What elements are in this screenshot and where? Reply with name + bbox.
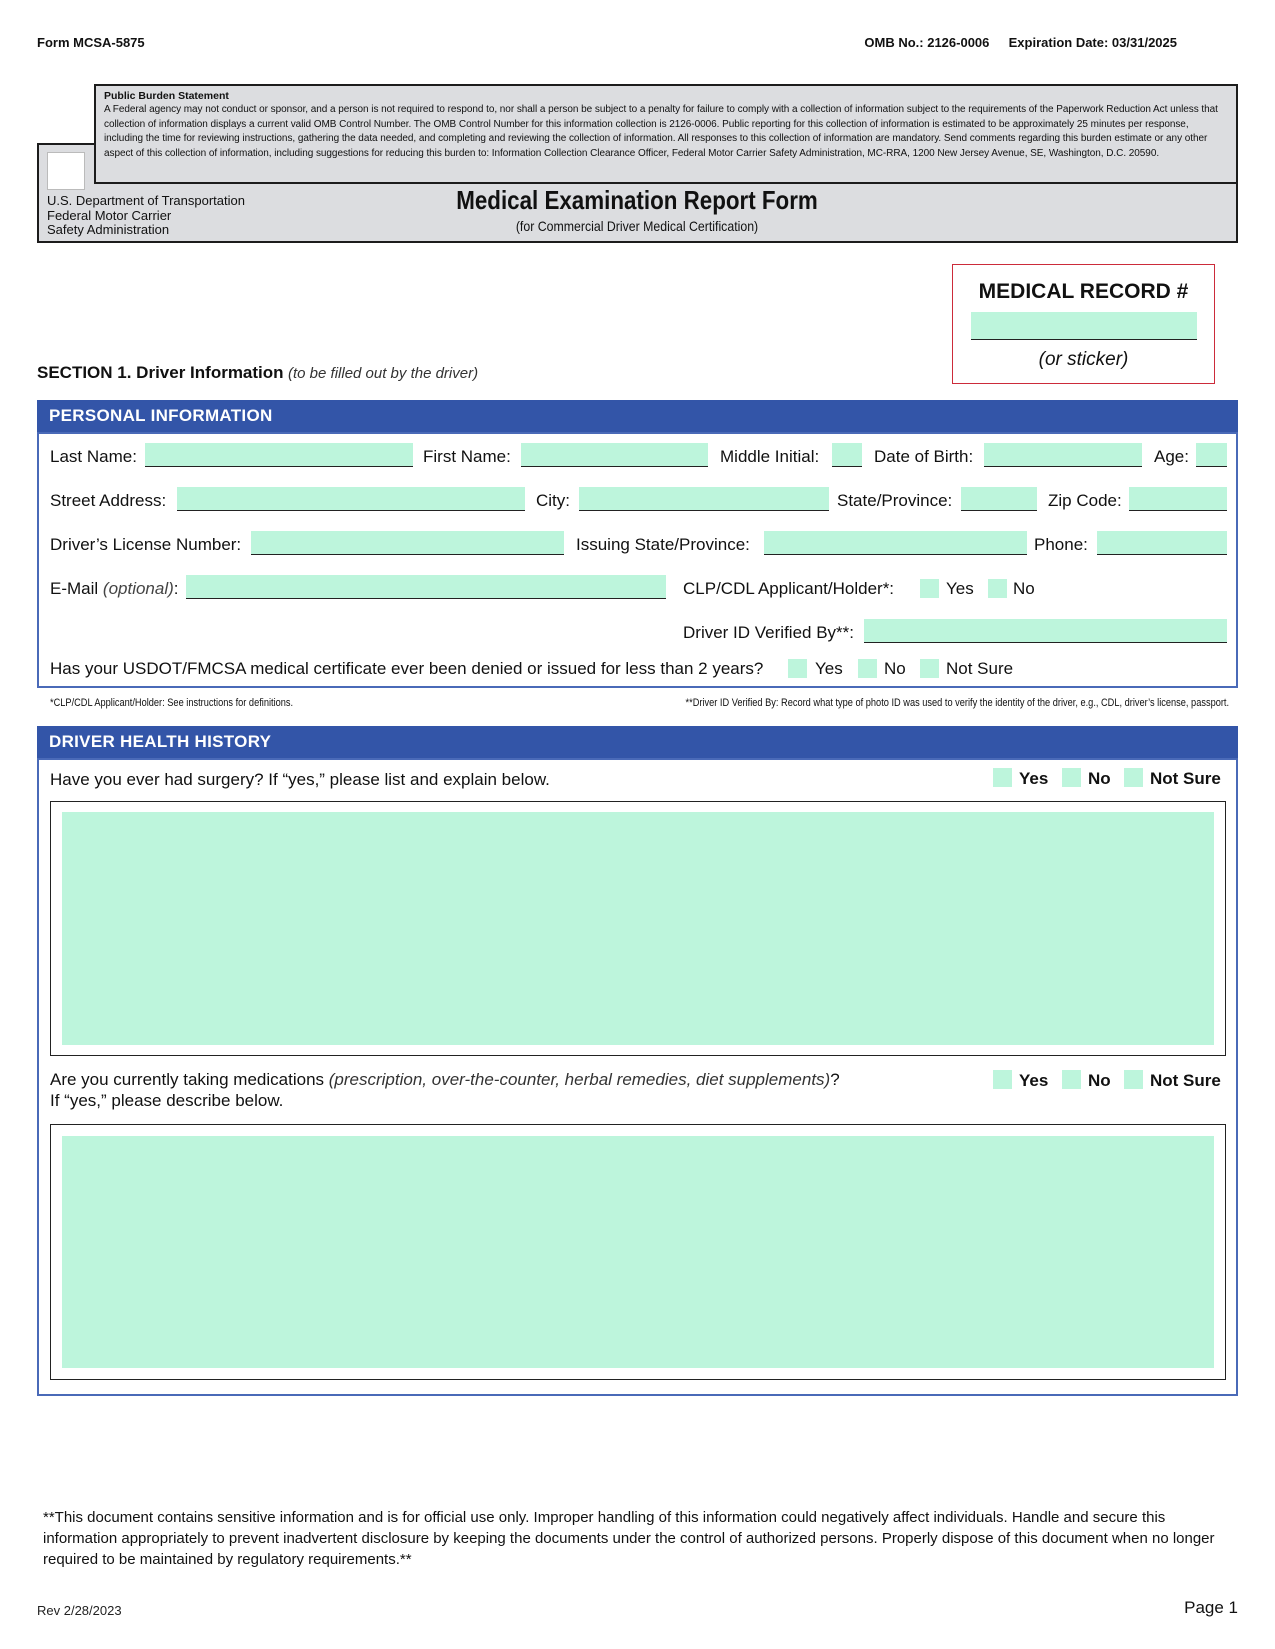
middle-initial-label: Middle Initial:	[720, 447, 820, 466]
certificate-denied-not-sure-label: Not Sure	[946, 659, 1014, 678]
agency-line-3: Safety Administration	[47, 222, 170, 237]
age-field[interactable]	[1196, 443, 1227, 467]
public-burden-title: Public Burden Statement	[104, 90, 229, 102]
public-burden-box	[94, 84, 1238, 184]
medications-question-end: ?	[830, 1070, 840, 1089]
date-of-birth-label: Date of Birth:	[874, 447, 974, 466]
clp-cdl-label: CLP/CDL Applicant/Holder*:	[683, 579, 895, 598]
issuing-state-label: Issuing State/Province:	[576, 535, 750, 554]
surgery-question: Have you ever had surgery? If “yes,” please list and explain below.	[50, 770, 550, 789]
page-number: Page 1	[1184, 1598, 1238, 1617]
surgery-no-checkbox[interactable]	[1062, 768, 1081, 787]
clp-cdl-yes-label: Yes	[946, 579, 974, 598]
agency-line-2: Federal Motor Carrier	[47, 207, 172, 223]
certificate-denied-no-label: No	[884, 659, 906, 678]
last-name-field[interactable]	[145, 443, 413, 467]
medical-record-label: MEDICAL RECORD #	[978, 280, 1189, 303]
email-label	[50, 579, 179, 599]
form-number: Form MCSA-5875	[37, 35, 145, 50]
age-label: Age:	[1154, 447, 1189, 466]
medications-no-label: No	[1088, 1071, 1111, 1090]
medications-question-text: Are you currently taking medications	[50, 1070, 325, 1089]
clp-cdl-no-label: No	[1013, 579, 1035, 598]
clp-cdl-no-checkbox[interactable]	[988, 579, 1007, 598]
public-burden-text: A Federal agency may not conduct or sponsor, and a person is not required to respond to, nor shall a person be subject to a penalty for failure to comply with a collection of information subject to the requirements of the Paperwork Reduction Act unless that collection of information displays a current valid OMB Control Number. The OMB Control Number for this information collection is 2126-0006. Public reporting for this collection of information is estimated to be approximately 25 minutes per response, including the time for reviewing instructions, gathering the data needed, and completing and reviewing the collection of information. All responses to this collection of information are mandatory. Send comments regarding this burden estimate or any other aspect of this collection of information, including suggestions for reducing this burden to: Information Collection Clearance Officer, Federal Motor Carrier Safety Administration, MC-RRA, 1200 New Jersey Avenue, SE, Washington, D.C. 20590.	[104, 104, 1218, 159]
certificate-denied-not-sure-checkbox[interactable]	[920, 659, 939, 678]
sensitive-information-notice: **This document contains sensitive information and is for official use only. Improper handling of this information could negatively affect individuals. Handle and secure this information appropriately to prevent inadvertent disclosure by keeping the documents under the control of authorized persons. Properly dispose of this document when no longer required to be maintained by regulatory requirements.**	[43, 1509, 1215, 1568]
first-name-field[interactable]	[521, 443, 708, 467]
personal-information-header: PERSONAL INFORMATION	[37, 400, 1238, 432]
omb-number	[864, 35, 1177, 50]
driver-id-verified-field[interactable]	[864, 619, 1227, 643]
form-subtitle: (for Commercial Driver Medical Certification)	[515, 218, 759, 234]
last-name-label: Last Name:	[50, 447, 137, 466]
surgery-yes-label: Yes	[1019, 769, 1049, 788]
street-address-field[interactable]	[177, 487, 525, 511]
driver-id-verified-label: Driver ID Verified By**:	[683, 623, 854, 642]
certificate-denied-yes-checkbox[interactable]	[788, 659, 807, 678]
personal-information-panel	[37, 432, 1238, 688]
street-address-label: Street Address:	[50, 491, 167, 510]
certificate-denied-yes-label: Yes	[815, 659, 843, 678]
email-label-text: E-Mail	[50, 579, 99, 598]
medications-yes-checkbox[interactable]	[993, 1070, 1012, 1089]
driver-id-footnote: **Driver ID Verified By: Record what type of photo ID was used to verify the identity of the driver, e.g., CDL, driver’s license, passport.	[685, 697, 1229, 709]
phone-field[interactable]	[1097, 531, 1227, 555]
medications-question-note: (prescription, over-the-counter, herbal remedies, diet supplements)	[328, 1070, 831, 1089]
middle-initial-field[interactable]	[832, 443, 862, 467]
email-field[interactable]	[186, 575, 666, 599]
revision-date: Rev 2/28/2023	[37, 1603, 122, 1618]
agency-name	[47, 194, 245, 238]
medical-record-field[interactable]	[971, 312, 1197, 340]
license-number-label: Driver’s License Number:	[50, 535, 242, 554]
driver-health-history-header: DRIVER HEALTH HISTORY	[37, 726, 1238, 758]
or-sticker-label: (or sticker)	[1038, 349, 1129, 370]
dot-logo	[47, 152, 85, 190]
medications-question-line-2: If “yes,” please describe below.	[50, 1091, 284, 1110]
expiration-date: Expiration Date: 03/31/2025	[1008, 35, 1177, 50]
certificate-denied-question: Has your USDOT/FMCSA medical certificate ever been denied or issued for less than 2 years?	[50, 659, 764, 678]
city-label: City:	[536, 491, 570, 510]
medications-no-checkbox[interactable]	[1062, 1070, 1081, 1089]
issuing-state-field[interactable]	[764, 531, 1027, 555]
zip-code-field[interactable]	[1129, 487, 1227, 511]
phone-label: Phone:	[1034, 535, 1088, 554]
omb-number-text: OMB No.: 2126-0006	[864, 35, 990, 50]
section-1-label: SECTION 1. Driver Information	[37, 363, 284, 382]
certificate-denied-no-checkbox[interactable]	[858, 659, 877, 678]
state-province-label: State/Province:	[837, 491, 953, 510]
medications-not-sure-label: Not Sure	[1150, 1071, 1221, 1090]
form-title: Medical Examination Report Form	[456, 185, 818, 215]
clp-cdl-footnote: *CLP/CDL Applicant/Holder: See instructions for definitions.	[50, 697, 294, 709]
clp-cdl-yes-checkbox[interactable]	[920, 579, 939, 598]
surgery-no-label: No	[1088, 769, 1111, 788]
section-1-note: (to be filled out by the driver)	[288, 365, 479, 382]
surgery-yes-checkbox[interactable]	[993, 768, 1012, 787]
license-number-field[interactable]	[251, 531, 564, 555]
email-optional-note: (optional)	[102, 579, 174, 598]
surgery-explanation-field[interactable]	[62, 812, 1214, 1045]
medications-not-sure-checkbox[interactable]	[1124, 1070, 1143, 1089]
first-name-label: First Name:	[423, 447, 511, 466]
section-1-heading	[37, 363, 478, 383]
surgery-not-sure-checkbox[interactable]	[1124, 768, 1143, 787]
surgery-not-sure-label: Not Sure	[1150, 769, 1221, 788]
medications-question	[50, 1070, 840, 1090]
zip-code-label: Zip Code:	[1048, 491, 1122, 510]
medications-description-field[interactable]	[62, 1136, 1214, 1368]
date-of-birth-field[interactable]	[984, 443, 1142, 467]
agency-line-1: U.S. Department of Transportation	[47, 193, 245, 208]
email-label-colon: :	[173, 579, 179, 598]
city-field[interactable]	[579, 487, 829, 511]
state-province-field[interactable]	[961, 487, 1037, 511]
medications-yes-label: Yes	[1019, 1071, 1049, 1090]
